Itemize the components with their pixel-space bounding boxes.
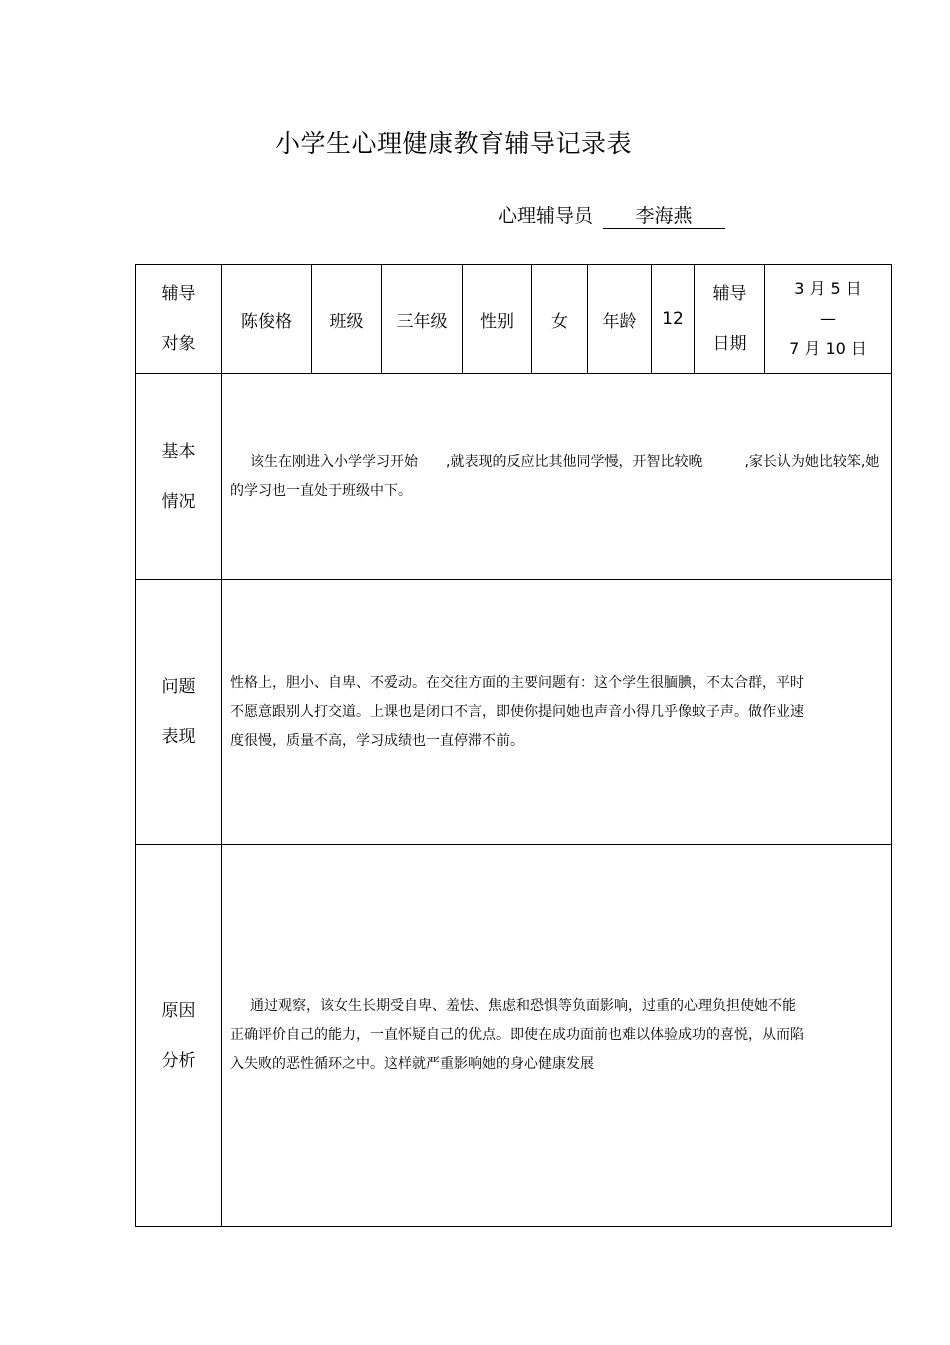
problem-text: 性格上，胆小、自卑、不爱动。在交往方面的主要问题有：这个学生很腼腆，不太合群，平时不愿意跟别人打交道。上课也是闭口不言，即使你提问她也声音小得几乎像蚊子声。做作业速度很慢，质量不高，学习成绩也一直停滞不前。 xyxy=(222,580,892,845)
problem-row xyxy=(136,580,892,845)
problem-label-2: 表现 xyxy=(161,727,196,747)
date-label-2: 日期 xyxy=(712,334,747,354)
basic-label-1: 基本 xyxy=(161,441,196,462)
subject-label-cell xyxy=(136,265,222,374)
cause-text: 通过观察，该女生长期受自卑、羞怯、焦虑和恐惧等负面影响，过重的心理负担使她不能正确评价自己的能力，一直怀疑自己的优点。即使在成功面前也难以体验成功的喜悦，从而陷入失败的恶性循环之中。这样就严重影响她的身心健康发展 xyxy=(222,845,892,1227)
gender-value: 女 xyxy=(532,265,588,374)
class-value: 三年级 xyxy=(382,265,463,374)
date-label-1: 辅导 xyxy=(712,284,747,304)
basic-text: 该生在刚进入小学学习开始 ,就表现的反应比其他同学慢，开智比较晚 ,家长认为她比较笨,她的学习也一直处于班级中下。 xyxy=(222,374,892,580)
cause-label-2: 分析 xyxy=(161,1050,196,1071)
basic-label-2: 情况 xyxy=(161,491,196,512)
age-label: 年龄 xyxy=(588,265,652,374)
cause-label-1: 原因 xyxy=(161,1000,196,1021)
gender-label: 性别 xyxy=(463,265,532,374)
counselor-label: 心理辅导员 xyxy=(498,205,594,227)
date-separator: — xyxy=(820,309,836,328)
cause-row xyxy=(136,845,892,1227)
subject-label-2: 对象 xyxy=(161,334,196,354)
date-start: 3 月 5 日 xyxy=(794,279,862,298)
header-row xyxy=(136,265,892,374)
student-name: 陈俊格 xyxy=(222,265,312,374)
class-label: 班级 xyxy=(312,265,382,374)
cause-label-cell xyxy=(136,845,222,1227)
date-range-cell xyxy=(765,265,892,374)
basic-label-cell xyxy=(136,374,222,580)
date-label-cell xyxy=(695,265,765,374)
date-end: 7 月 10 日 xyxy=(789,339,867,358)
age-value: 12 xyxy=(652,265,695,374)
problem-label-1: 问题 xyxy=(161,677,196,697)
subject-label-1: 辅导 xyxy=(161,284,196,304)
basic-row xyxy=(136,374,892,580)
problem-label-cell xyxy=(136,580,222,845)
counselor-line xyxy=(498,201,725,229)
page-title: 小学生心理健康教育辅导记录表 xyxy=(275,129,633,158)
counselor-name: 李海燕 xyxy=(603,204,725,229)
record-table xyxy=(135,264,892,1227)
